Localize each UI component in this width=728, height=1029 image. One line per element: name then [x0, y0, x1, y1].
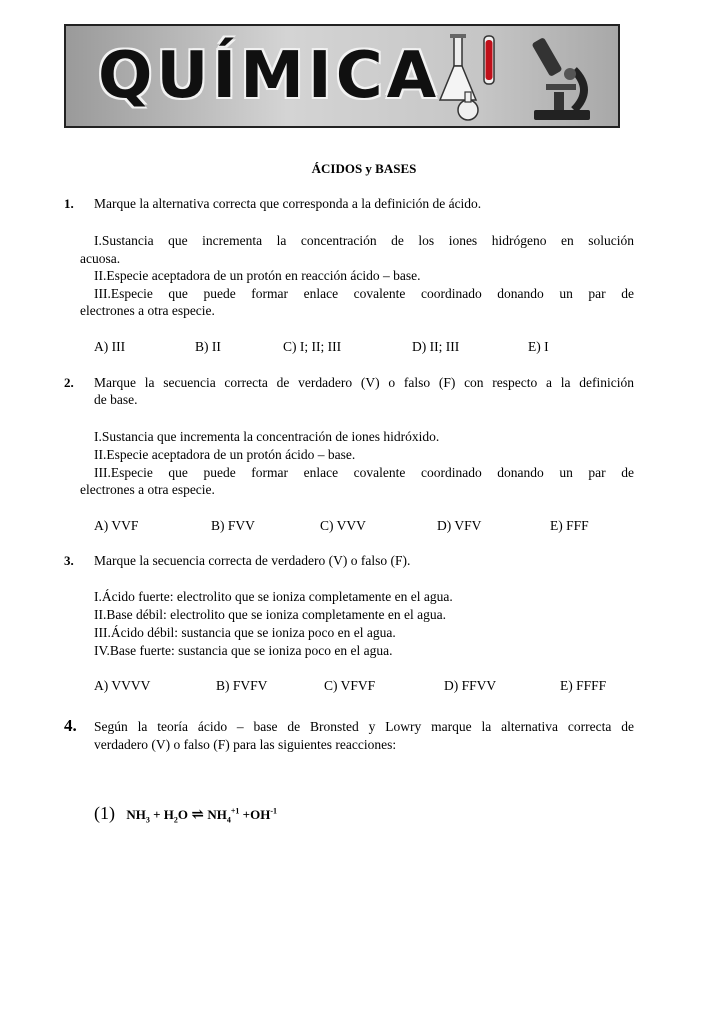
question-3-number: 3. — [64, 553, 74, 568]
q3-statement-3: III.Ácido débil: sustancia que se ioniza poco en el agua. — [94, 625, 396, 640]
option-a: A) VVF — [94, 518, 139, 533]
product-oh: $+OH^{-1}$ — [239, 806, 277, 822]
question-2-prompt-cont: de base. — [94, 392, 138, 407]
option-c: C) I; II; III — [283, 339, 342, 354]
product-nh4: $NH_4^{+1}$ — [207, 806, 240, 825]
option-c: C) VVV — [320, 518, 366, 533]
q3-statement-1: I.Ácido fuerte: electrolito que se ioniza completamente en el agua. — [94, 589, 453, 604]
option-e: E) I — [528, 339, 549, 354]
q2-statement-2: II.Especie aceptadora de un protón ácido – base. — [94, 447, 356, 462]
option-c: C) VFVF — [324, 678, 376, 693]
question-4-prompt-cont: verdadero (V) o falso (F) para las siguientes reacciones: — [94, 737, 397, 752]
reactant-nh3: $NH_3$ — [126, 807, 150, 825]
q1-statement-3: III.Especie que puede formar enlace covalente coordinado donando un par de — [94, 286, 634, 301]
option-a: A) III — [94, 339, 126, 354]
question-2-number: 2. — [64, 375, 74, 390]
equilibrium-arrow: ⇌ — [191, 807, 204, 823]
option-a: A) VVVV — [94, 678, 151, 693]
q2-statement-1: I.Sustancia que incrementa la concentración de iones hidróxido. — [94, 429, 440, 444]
option-d: D) FFVV — [444, 678, 497, 693]
q1-statement-3-cont: electrones a otra especie. — [80, 303, 215, 318]
reactant-h2o: + $H_2O$ — [149, 807, 189, 825]
option-b: B) II — [195, 339, 221, 354]
q2-statement-3-cont: electrones a otra especie. — [80, 482, 215, 497]
lab-equipment-icon — [434, 30, 604, 126]
option-d: D) II; III — [412, 339, 460, 354]
q1-statement-2: II.Especie aceptadora de un protón en reacción ácido – base. — [94, 268, 421, 283]
option-d: D) VFV — [437, 518, 482, 533]
reaction-1 — [94, 803, 277, 825]
question-4-prompt: Según la teoría ácido – base de Bronsted y Lowry marque la alternativa correcta de — [94, 719, 634, 734]
question-2-prompt: Marque la secuencia correcta de verdadero (V) o falso (F) con respecto a la definición — [94, 375, 634, 390]
option-b: B) FVFV — [216, 678, 268, 693]
q2-statement-3: III.Especie que puede formar enlace covalente coordinado donando un par de — [94, 465, 634, 480]
question-1-prompt: Marque la alternativa correcta que corresponda a la definición de ácido. — [94, 196, 482, 211]
flask-icon — [440, 34, 476, 100]
banner-title: QUÍMICA — [98, 39, 441, 113]
question-4-number: 4. — [64, 716, 77, 735]
q3-statement-4: IV.Base fuerte: sustancia que se ioniza poco en el agua. — [94, 643, 393, 658]
question-2-options — [94, 518, 654, 536]
option-e: E) FFFF — [560, 678, 607, 693]
question-3-prompt: Marque la secuencia correcta de verdadero (V) o falso (F). — [94, 553, 411, 568]
question-1-options — [94, 339, 654, 357]
option-b: B) FVV — [211, 518, 255, 533]
header-banner — [64, 24, 620, 128]
question-3-options — [94, 678, 654, 696]
microscope-icon — [531, 37, 590, 120]
page-title: ÁCIDOS y BASES — [311, 161, 417, 176]
q1-statement-1: I.Sustancia que incrementa la concentración de los iones hidrógeno en solución — [94, 233, 634, 248]
test-tube-icon — [484, 36, 494, 84]
q1-statement-1-cont: acuosa. — [80, 251, 121, 266]
option-e: E) FFF — [550, 518, 589, 533]
q3-statement-2: II.Base débil: electrolito que se ioniza completamente en el agua. — [94, 607, 446, 622]
reaction-number: (1) — [94, 803, 115, 823]
question-1-number: 1. — [64, 196, 74, 211]
